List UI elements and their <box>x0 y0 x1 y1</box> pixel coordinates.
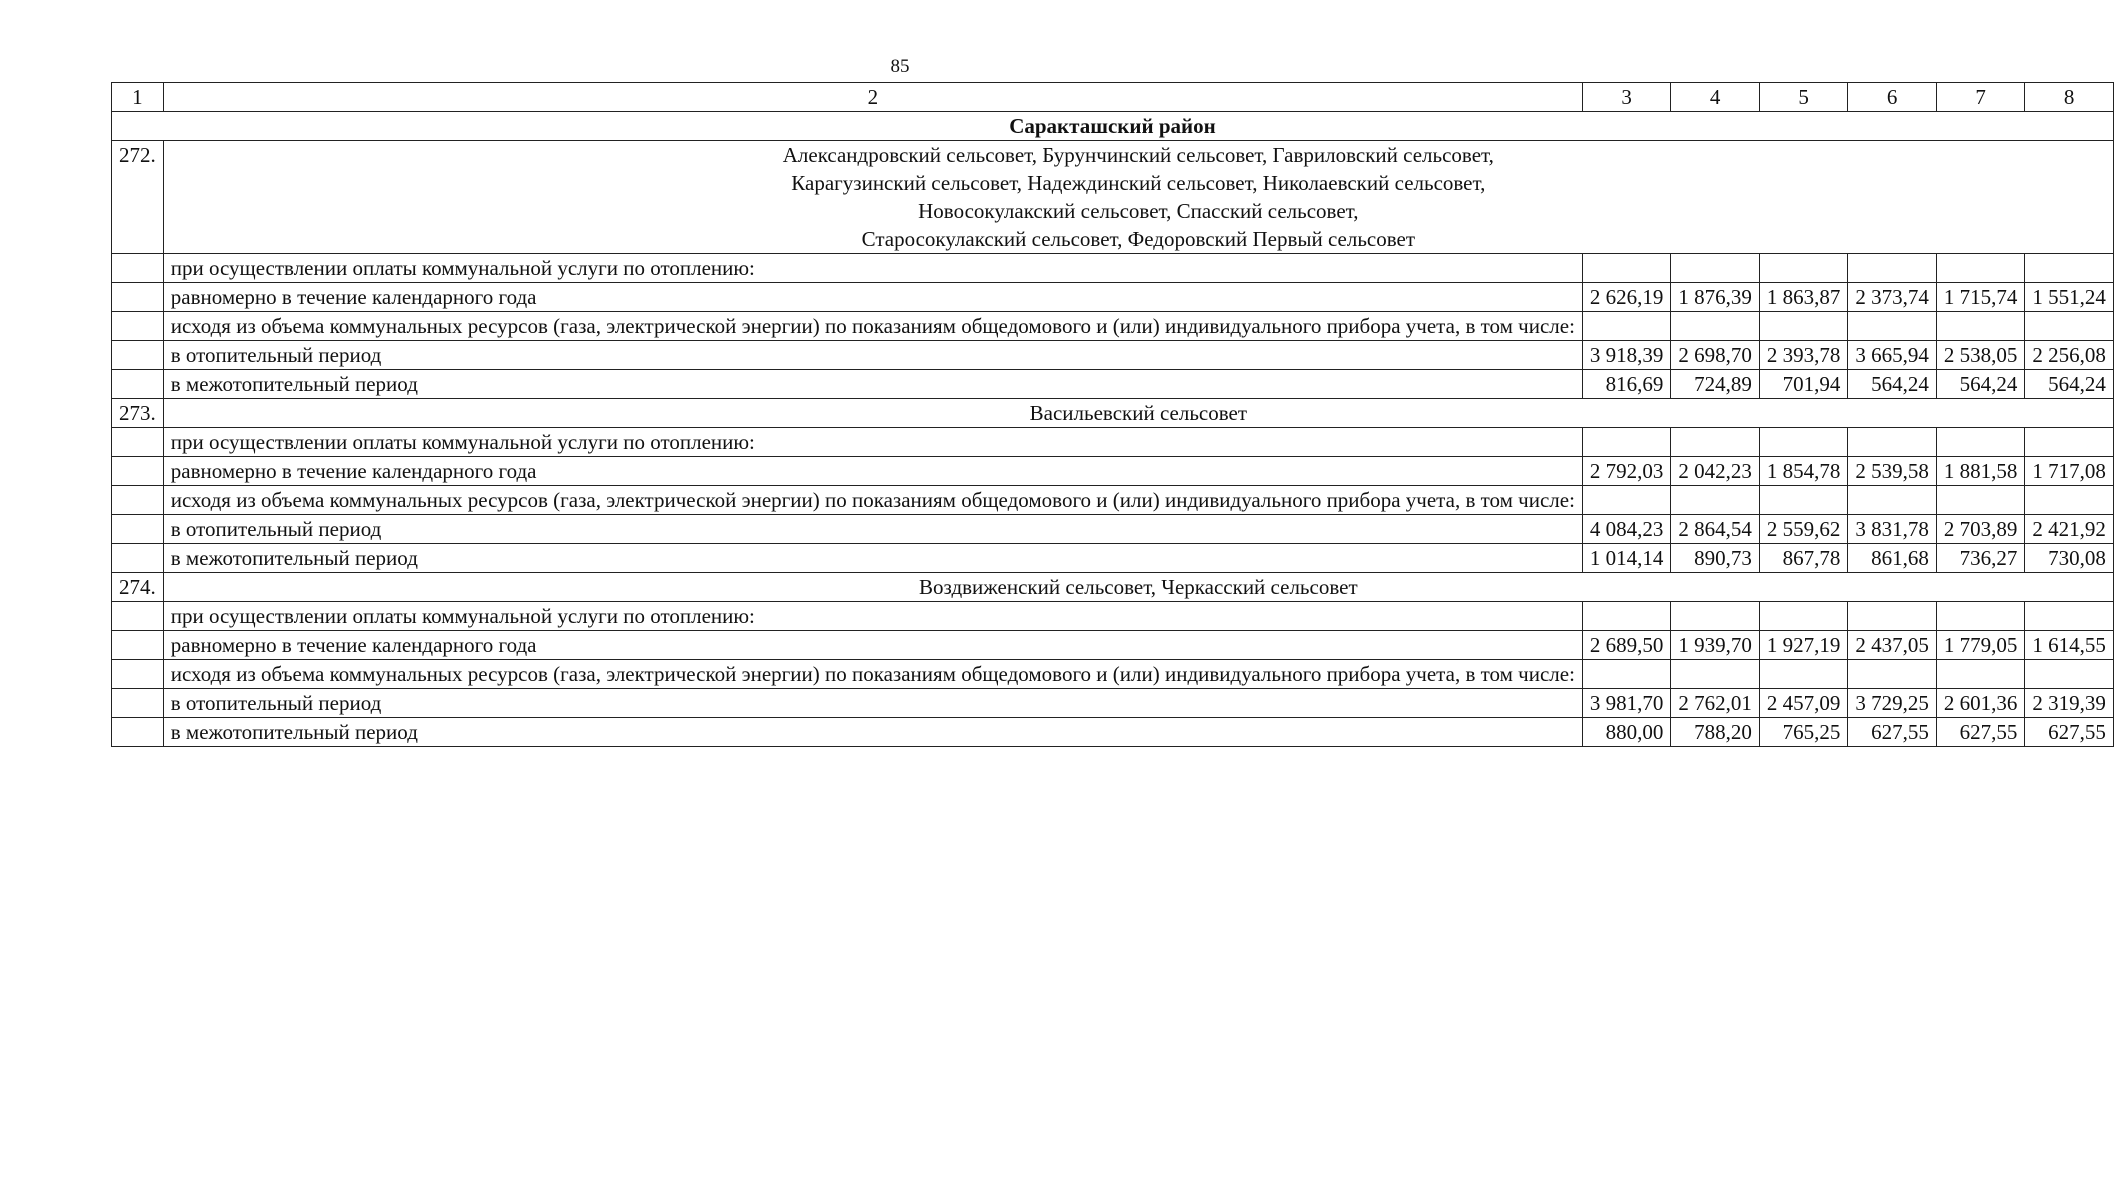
value-cell <box>1759 312 1848 341</box>
value-cell: 2 319,39 <box>2025 689 2114 718</box>
section-number: 272. <box>112 141 164 254</box>
value-cell <box>1671 602 1760 631</box>
table-row <box>112 254 2114 283</box>
value-cell <box>1759 486 1848 515</box>
value-cell: 2 393,78 <box>1759 341 1848 370</box>
section-header-row <box>112 573 2114 602</box>
row-label: в отопительный период <box>163 515 1582 544</box>
row-label: равномерно в течение календарного года <box>163 631 1582 660</box>
value-cell: 2 538,05 <box>1936 341 2025 370</box>
value-cell: 2 437,05 <box>1848 631 1937 660</box>
row-number-cell <box>112 254 164 283</box>
value-cell: 1 854,78 <box>1759 457 1848 486</box>
value-cell: 1 551,24 <box>2025 283 2114 312</box>
municipality-names <box>163 573 2113 602</box>
table-row <box>112 283 2114 312</box>
value-cell: 2 626,19 <box>1582 283 1671 312</box>
value-cell: 1 881,58 <box>1936 457 2025 486</box>
value-cell: 1 863,87 <box>1759 283 1848 312</box>
value-cell: 730,08 <box>2025 544 2114 573</box>
value-cell: 3 918,39 <box>1582 341 1671 370</box>
municipality-names <box>163 399 2113 428</box>
district-row <box>112 112 2114 141</box>
header-cell: 1 <box>112 83 164 112</box>
value-cell: 2 689,50 <box>1582 631 1671 660</box>
value-cell: 861,68 <box>1848 544 1937 573</box>
value-cell: 1 779,05 <box>1936 631 2025 660</box>
row-label: в отопительный период <box>163 341 1582 370</box>
row-label: при осуществлении оплаты коммунальной услуги по отоплению: <box>163 602 1582 631</box>
value-cell: 1 715,74 <box>1936 283 2025 312</box>
section-number: 274. <box>112 573 164 602</box>
value-cell <box>1848 428 1937 457</box>
value-cell: 736,27 <box>1936 544 2025 573</box>
row-number-cell <box>112 689 164 718</box>
value-cell: 2 256,08 <box>2025 341 2114 370</box>
value-cell <box>1936 486 2025 515</box>
municipality-line: Карагузинский сельсовет, Надеждинский сельсовет, Николаевский сельсовет, <box>791 171 1486 195</box>
tariff-table <box>111 82 2114 747</box>
value-cell: 765,25 <box>1759 718 1848 747</box>
value-cell <box>2025 486 2114 515</box>
value-cell <box>1671 312 1760 341</box>
row-label: при осуществлении оплаты коммунальной услуги по отоплению: <box>163 428 1582 457</box>
value-cell: 564,24 <box>1936 370 2025 399</box>
value-cell <box>2025 254 2114 283</box>
row-label: исходя из объема коммунальных ресурсов (газа, электрической энергии) по показаниям общедомового и (или) индивидуального прибора учета, в том числе: <box>163 312 1582 341</box>
header-cell: 8 <box>2025 83 2114 112</box>
value-cell <box>1582 602 1671 631</box>
value-cell <box>1759 428 1848 457</box>
value-cell: 2 373,74 <box>1848 283 1937 312</box>
header-cell: 3 <box>1582 83 1671 112</box>
value-cell: 2 457,09 <box>1759 689 1848 718</box>
value-cell <box>1759 602 1848 631</box>
value-cell <box>1936 312 2025 341</box>
row-number-cell <box>112 660 164 689</box>
value-cell <box>1848 602 1937 631</box>
value-cell: 788,20 <box>1671 718 1760 747</box>
value-cell: 1 939,70 <box>1671 631 1760 660</box>
value-cell: 2 762,01 <box>1671 689 1760 718</box>
value-cell: 2 703,89 <box>1936 515 2025 544</box>
value-cell <box>1848 254 1937 283</box>
header-row <box>112 83 2114 112</box>
row-number-cell <box>112 631 164 660</box>
row-label: в отопительный период <box>163 689 1582 718</box>
row-label: в межотопительный период <box>163 718 1582 747</box>
value-cell: 880,00 <box>1582 718 1671 747</box>
value-cell <box>1848 660 1937 689</box>
value-cell <box>1582 486 1671 515</box>
value-cell: 2 864,54 <box>1671 515 1760 544</box>
value-cell <box>1936 254 2025 283</box>
value-cell: 2 421,92 <box>2025 515 2114 544</box>
table-row <box>112 428 2114 457</box>
value-cell: 627,55 <box>1848 718 1937 747</box>
value-cell: 816,69 <box>1582 370 1671 399</box>
value-cell: 867,78 <box>1759 544 1848 573</box>
table-row <box>112 718 2114 747</box>
value-cell: 2 539,58 <box>1848 457 1937 486</box>
table-row <box>112 341 2114 370</box>
value-cell: 3 729,25 <box>1848 689 1937 718</box>
table-row <box>112 486 2114 515</box>
value-cell <box>1936 428 2025 457</box>
value-cell <box>1582 254 1671 283</box>
value-cell <box>1671 428 1760 457</box>
row-number-cell <box>112 457 164 486</box>
municipality-line: Васильевский сельсовет <box>1029 401 1248 425</box>
value-cell: 564,24 <box>1848 370 1937 399</box>
table-row <box>112 544 2114 573</box>
value-cell: 1 614,55 <box>2025 631 2114 660</box>
row-label: в межотопительный период <box>163 370 1582 399</box>
row-label: в межотопительный период <box>163 544 1582 573</box>
value-cell: 724,89 <box>1671 370 1760 399</box>
value-cell: 3 665,94 <box>1848 341 1937 370</box>
row-number-cell <box>112 718 164 747</box>
value-cell <box>1936 602 2025 631</box>
value-cell: 2 698,70 <box>1671 341 1760 370</box>
value-cell: 701,94 <box>1759 370 1848 399</box>
header-cell: 4 <box>1671 83 1760 112</box>
table-row <box>112 370 2114 399</box>
table-row <box>112 689 2114 718</box>
value-cell <box>2025 660 2114 689</box>
value-cell: 564,24 <box>2025 370 2114 399</box>
table-row <box>112 631 2114 660</box>
row-label: исходя из объема коммунальных ресурсов (газа, электрической энергии) по показаниям общедомового и (или) индивидуального прибора учета, в том числе: <box>163 660 1582 689</box>
value-cell <box>1671 254 1760 283</box>
value-cell: 2 559,62 <box>1759 515 1848 544</box>
row-number-cell <box>112 312 164 341</box>
row-label: равномерно в течение календарного года <box>163 457 1582 486</box>
value-cell: 890,73 <box>1671 544 1760 573</box>
row-label: равномерно в течение календарного года <box>163 283 1582 312</box>
municipality-names <box>163 141 2113 254</box>
municipality-line: Александровский сельсовет, Бурунчинский сельсовет, Гавриловский сельсовет, <box>782 143 1494 167</box>
value-cell <box>1582 428 1671 457</box>
value-cell <box>1759 254 1848 283</box>
row-number-cell <box>112 544 164 573</box>
value-cell <box>1671 486 1760 515</box>
table-body <box>112 83 2114 747</box>
row-number-cell <box>112 515 164 544</box>
value-cell: 627,55 <box>1936 718 2025 747</box>
value-cell: 2 042,23 <box>1671 457 1760 486</box>
header-cell: 7 <box>1936 83 2025 112</box>
row-number-cell <box>112 283 164 312</box>
value-cell <box>1936 660 2025 689</box>
table-row <box>112 660 2114 689</box>
value-cell: 1 876,39 <box>1671 283 1760 312</box>
table-row <box>112 515 2114 544</box>
value-cell <box>2025 428 2114 457</box>
district-title: Саракташский район <box>112 112 2114 141</box>
value-cell <box>2025 602 2114 631</box>
value-cell: 3 981,70 <box>1582 689 1671 718</box>
value-cell <box>1759 660 1848 689</box>
value-cell <box>1582 660 1671 689</box>
value-cell: 1 927,19 <box>1759 631 1848 660</box>
header-cell: 2 <box>163 83 1582 112</box>
value-cell: 2 601,36 <box>1936 689 2025 718</box>
table-row <box>112 457 2114 486</box>
value-cell <box>1848 486 1937 515</box>
value-cell <box>2025 312 2114 341</box>
table-row <box>112 602 2114 631</box>
row-number-cell <box>112 370 164 399</box>
value-cell: 1 014,14 <box>1582 544 1671 573</box>
municipality-line: Новосокулакский сельсовет, Спасский сельсовет, <box>918 199 1359 223</box>
page-number: 85 <box>890 56 910 77</box>
section-header-row <box>112 399 2114 428</box>
header-cell: 6 <box>1848 83 1937 112</box>
municipality-line: Старосокулакский сельсовет, Федоровский Первый сельсовет <box>861 227 1416 251</box>
row-number-cell <box>112 341 164 370</box>
row-number-cell <box>112 486 164 515</box>
section-number: 273. <box>112 399 164 428</box>
header-cell: 5 <box>1759 83 1848 112</box>
value-cell <box>1848 312 1937 341</box>
row-label: исходя из объема коммунальных ресурсов (газа, электрической энергии) по показаниям общедомового и (или) индивидуального прибора учета, в том числе: <box>163 486 1582 515</box>
value-cell: 1 717,08 <box>2025 457 2114 486</box>
value-cell: 4 084,23 <box>1582 515 1671 544</box>
table-row <box>112 312 2114 341</box>
row-number-cell <box>112 428 164 457</box>
value-cell: 3 831,78 <box>1848 515 1937 544</box>
section-header-row <box>112 141 2114 254</box>
row-number-cell <box>112 602 164 631</box>
row-label: при осуществлении оплаты коммунальной услуги по отоплению: <box>163 254 1582 283</box>
value-cell <box>1671 660 1760 689</box>
value-cell <box>1582 312 1671 341</box>
value-cell: 627,55 <box>2025 718 2114 747</box>
municipality-line: Воздвиженский сельсовет, Черкасский сельсовет <box>919 575 1358 599</box>
value-cell: 2 792,03 <box>1582 457 1671 486</box>
